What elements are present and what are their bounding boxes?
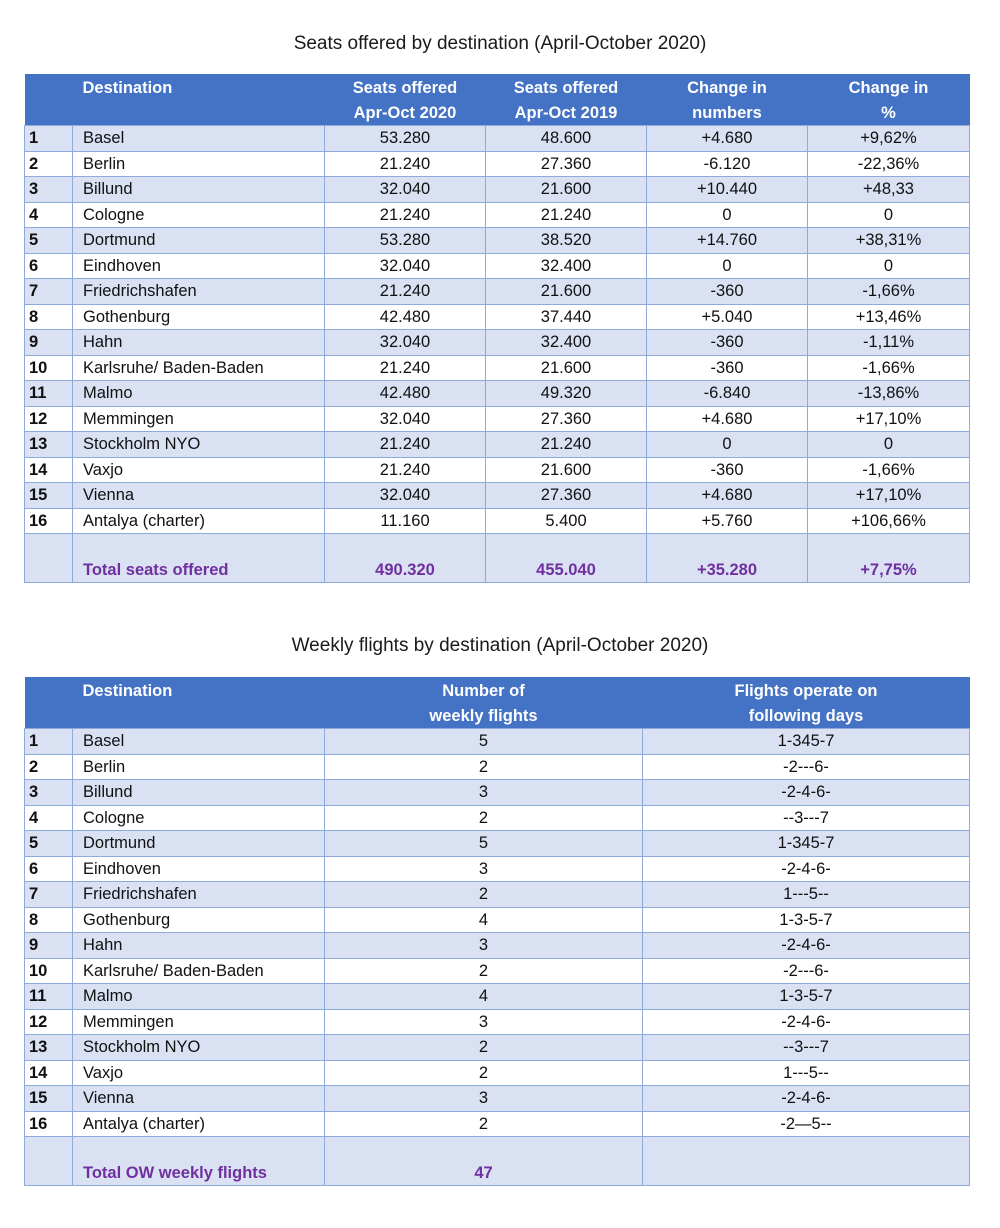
total-change-percent: +7,75% — [808, 534, 970, 583]
change-numbers-cell: +10.440 — [647, 177, 808, 203]
flights-table-body — [25, 729, 970, 1186]
row-index: 16 — [25, 508, 73, 534]
table-row — [25, 177, 970, 203]
row-index: 9 — [25, 933, 73, 959]
seats-2020-cell: 21.240 — [325, 202, 486, 228]
total-index-cell — [25, 1137, 73, 1186]
row-index: 6 — [25, 856, 73, 882]
seats-2019-cell: 37.440 — [486, 304, 647, 330]
operating-days-cell: --3---7 — [643, 1035, 970, 1061]
table-row — [25, 805, 970, 831]
total-seats-2020: 490.320 — [325, 534, 486, 583]
change-numbers-cell: +4.680 — [647, 483, 808, 509]
row-index: 3 — [25, 177, 73, 203]
table-row — [25, 831, 970, 857]
change-numbers-cell: -360 — [647, 457, 808, 483]
seats-2019-cell: 27.360 — [486, 151, 647, 177]
weekly-flights-cell: 2 — [325, 805, 643, 831]
change-percent-cell: +9,62% — [808, 126, 970, 152]
operating-days-cell: -2---6- — [643, 754, 970, 780]
destination-cell: Memmingen — [73, 406, 325, 432]
row-index: 6 — [25, 253, 73, 279]
row-index: 8 — [25, 907, 73, 933]
seats-header-2020: Seats offered Apr-Oct 2020 — [325, 74, 486, 126]
operating-days-cell: -2-4-6- — [643, 1009, 970, 1035]
table-row — [25, 1009, 970, 1035]
seats-2019-cell: 32.400 — [486, 253, 647, 279]
table-row — [25, 907, 970, 933]
row-index: 4 — [25, 805, 73, 831]
total-index-cell — [25, 534, 73, 583]
row-index: 10 — [25, 355, 73, 381]
table-row — [25, 882, 970, 908]
destination-cell: Billund — [73, 177, 325, 203]
weekly-flights-cell: 3 — [325, 1086, 643, 1112]
destination-cell: Gothenburg — [73, 304, 325, 330]
destination-cell: Antalya (charter) — [73, 508, 325, 534]
row-index: 4 — [25, 202, 73, 228]
change-percent-cell: -22,36% — [808, 151, 970, 177]
row-index: 11 — [25, 984, 73, 1010]
table-row — [25, 729, 970, 755]
table-row — [25, 330, 970, 356]
weekly-flights-cell: 3 — [325, 1009, 643, 1035]
operating-days-cell: 1---5-- — [643, 882, 970, 908]
seats-2020-cell: 32.040 — [325, 483, 486, 509]
change-percent-cell: +48,33 — [808, 177, 970, 203]
seats-2019-cell: 48.600 — [486, 126, 647, 152]
seats-2019-cell: 21.600 — [486, 279, 647, 305]
destination-cell: Memmingen — [73, 1009, 325, 1035]
weekly-flights-cell: 5 — [325, 831, 643, 857]
table-row — [25, 1060, 970, 1086]
destination-cell: Billund — [73, 780, 325, 806]
weekly-flights-cell: 2 — [325, 1111, 643, 1137]
destination-cell: Basel — [73, 729, 325, 755]
flights-total-row — [25, 1137, 970, 1186]
seats-2019-cell: 21.600 — [486, 355, 647, 381]
destination-cell: Basel — [73, 126, 325, 152]
change-percent-cell: -1,66% — [808, 355, 970, 381]
seats-2020-cell: 53.280 — [325, 126, 486, 152]
operating-days-cell: -2-4-6- — [643, 1086, 970, 1112]
row-index: 2 — [25, 151, 73, 177]
change-percent-cell: +17,10% — [808, 483, 970, 509]
table-row — [25, 933, 970, 959]
total-change-numbers: +35.280 — [647, 534, 808, 583]
seats-table — [24, 74, 970, 583]
weekly-flights-cell: 3 — [325, 780, 643, 806]
change-numbers-cell: 0 — [647, 253, 808, 279]
weekly-flights-cell: 5 — [325, 729, 643, 755]
seats-header-change-numbers: Change in numbers — [647, 74, 808, 126]
seats-2020-cell: 42.480 — [325, 381, 486, 407]
destination-cell: Eindhoven — [73, 856, 325, 882]
change-numbers-cell: +14.760 — [647, 228, 808, 254]
weekly-flights-cell: 4 — [325, 984, 643, 1010]
table-row — [25, 202, 970, 228]
flights-table-title: Weekly flights by destination (April-October 2020) — [291, 635, 709, 656]
table-row — [25, 126, 970, 152]
weekly-flights-cell: 3 — [325, 856, 643, 882]
destination-cell: Malmo — [73, 381, 325, 407]
seats-2019-cell: 32.400 — [486, 330, 647, 356]
row-index: 7 — [25, 279, 73, 305]
table-row — [25, 355, 970, 381]
table-row — [25, 228, 970, 254]
change-numbers-cell: +5.760 — [647, 508, 808, 534]
destination-cell: Malmo — [73, 984, 325, 1010]
change-numbers-cell: +5.040 — [647, 304, 808, 330]
destination-cell: Karlsruhe/ Baden-Baden — [73, 958, 325, 984]
row-index: 15 — [25, 483, 73, 509]
flights-header-row — [25, 677, 970, 729]
seats-2019-cell: 21.240 — [486, 432, 647, 458]
change-percent-cell: +38,31% — [808, 228, 970, 254]
seats-header-index — [25, 74, 73, 126]
row-index: 13 — [25, 1035, 73, 1061]
seats-2020-cell: 11.160 — [325, 508, 486, 534]
row-index: 10 — [25, 958, 73, 984]
weekly-flights-cell: 2 — [325, 882, 643, 908]
seats-total-row — [25, 534, 970, 583]
table-row — [25, 279, 970, 305]
change-percent-cell: +17,10% — [808, 406, 970, 432]
table-row — [25, 253, 970, 279]
seats-2020-cell: 32.040 — [325, 253, 486, 279]
row-index: 15 — [25, 1086, 73, 1112]
destination-cell: Dortmund — [73, 831, 325, 857]
total-weekly-flights: 47 — [325, 1137, 643, 1186]
change-numbers-cell: -360 — [647, 279, 808, 305]
change-percent-cell: -13,86% — [808, 381, 970, 407]
destination-cell: Eindhoven — [73, 253, 325, 279]
change-numbers-cell: 0 — [647, 432, 808, 458]
seats-header-2019: Seats offered Apr-Oct 2019 — [486, 74, 647, 126]
table-row — [25, 856, 970, 882]
seats-header-row — [25, 74, 970, 126]
row-index: 13 — [25, 432, 73, 458]
weekly-flights-cell: 3 — [325, 933, 643, 959]
row-index: 14 — [25, 1060, 73, 1086]
row-index: 3 — [25, 780, 73, 806]
destination-cell: Friedrichshafen — [73, 279, 325, 305]
seats-2019-cell: 49.320 — [486, 381, 647, 407]
destination-cell: Cologne — [73, 202, 325, 228]
total-seats-2019: 455.040 — [486, 534, 647, 583]
total-label: Total OW weekly flights — [73, 1137, 325, 1186]
total-label: Total seats offered — [73, 534, 325, 583]
destination-cell: Friedrichshafen — [73, 882, 325, 908]
destination-cell: Berlin — [73, 151, 325, 177]
operating-days-cell: --3---7 — [643, 805, 970, 831]
row-index: 9 — [25, 330, 73, 356]
seats-2020-cell: 21.240 — [325, 355, 486, 381]
seats-2020-cell: 42.480 — [325, 304, 486, 330]
destination-cell: Hahn — [73, 933, 325, 959]
operating-days-cell: 1-345-7 — [643, 729, 970, 755]
destination-cell: Hahn — [73, 330, 325, 356]
seats-table-title: Seats offered by destination (April-October 2020) — [293, 33, 707, 54]
seats-header-change-percent: Change in % — [808, 74, 970, 126]
row-index: 8 — [25, 304, 73, 330]
destination-cell: Antalya (charter) — [73, 1111, 325, 1137]
change-numbers-cell: -6.840 — [647, 381, 808, 407]
flights-header-weekly: Number of weekly flights — [325, 677, 643, 729]
operating-days-cell: 1-3-5-7 — [643, 984, 970, 1010]
destination-cell: Vienna — [73, 1086, 325, 1112]
seats-2020-cell: 32.040 — [325, 177, 486, 203]
change-percent-cell: -1,66% — [808, 279, 970, 305]
table-row — [25, 754, 970, 780]
change-percent-cell: 0 — [808, 202, 970, 228]
row-index: 11 — [25, 381, 73, 407]
operating-days-cell: -2-4-6- — [643, 856, 970, 882]
table-row — [25, 958, 970, 984]
flights-header-destination: Destination — [73, 677, 325, 729]
seats-2019-cell: 27.360 — [486, 406, 647, 432]
change-percent-cell: +106,66% — [808, 508, 970, 534]
seats-2019-cell: 38.520 — [486, 228, 647, 254]
seats-2019-cell: 27.360 — [486, 483, 647, 509]
destination-cell: Cologne — [73, 805, 325, 831]
change-percent-cell: -1,66% — [808, 457, 970, 483]
seats-2020-cell: 21.240 — [325, 432, 486, 458]
destination-cell: Dortmund — [73, 228, 325, 254]
destination-cell: Stockholm NYO — [73, 432, 325, 458]
table-row — [25, 432, 970, 458]
destination-cell: Gothenburg — [73, 907, 325, 933]
weekly-flights-cell: 2 — [325, 1035, 643, 1061]
total-days-cell — [643, 1137, 970, 1186]
row-index: 12 — [25, 1009, 73, 1035]
change-numbers-cell: -360 — [647, 330, 808, 356]
table-row — [25, 1111, 970, 1137]
row-index: 12 — [25, 406, 73, 432]
table-row — [25, 508, 970, 534]
row-index: 14 — [25, 457, 73, 483]
row-index: 2 — [25, 754, 73, 780]
weekly-flights-cell: 4 — [325, 907, 643, 933]
seats-2019-cell: 21.240 — [486, 202, 647, 228]
seats-2019-cell: 21.600 — [486, 177, 647, 203]
seats-2019-cell: 21.600 — [486, 457, 647, 483]
change-percent-cell: 0 — [808, 253, 970, 279]
table-row — [25, 406, 970, 432]
seats-2020-cell: 21.240 — [325, 151, 486, 177]
table-row — [25, 483, 970, 509]
destination-cell: Vaxjo — [73, 1060, 325, 1086]
seats-2020-cell: 32.040 — [325, 330, 486, 356]
seats-2020-cell: 21.240 — [325, 279, 486, 305]
row-index: 5 — [25, 831, 73, 857]
destination-cell: Stockholm NYO — [73, 1035, 325, 1061]
seats-table-body — [25, 126, 970, 583]
change-percent-cell: 0 — [808, 432, 970, 458]
row-index: 16 — [25, 1111, 73, 1137]
table-row — [25, 1086, 970, 1112]
weekly-flights-cell: 2 — [325, 958, 643, 984]
table-row — [25, 457, 970, 483]
weekly-flights-cell: 2 — [325, 1060, 643, 1086]
change-numbers-cell: 0 — [647, 202, 808, 228]
operating-days-cell: -2-4-6- — [643, 933, 970, 959]
destination-cell: Karlsruhe/ Baden-Baden — [73, 355, 325, 381]
seats-2020-cell: 21.240 — [325, 457, 486, 483]
change-percent-cell: -1,11% — [808, 330, 970, 356]
operating-days-cell: 1-345-7 — [643, 831, 970, 857]
row-index: 1 — [25, 126, 73, 152]
row-index: 5 — [25, 228, 73, 254]
destination-cell: Vaxjo — [73, 457, 325, 483]
table-row — [25, 1035, 970, 1061]
change-numbers-cell: +4.680 — [647, 126, 808, 152]
change-numbers-cell: -6.120 — [647, 151, 808, 177]
operating-days-cell: 1---5-- — [643, 1060, 970, 1086]
table-row — [25, 381, 970, 407]
seats-2019-cell: 5.400 — [486, 508, 647, 534]
operating-days-cell: -2—5-- — [643, 1111, 970, 1137]
change-numbers-cell: -360 — [647, 355, 808, 381]
seats-2020-cell: 32.040 — [325, 406, 486, 432]
operating-days-cell: -2---6- — [643, 958, 970, 984]
destination-cell: Berlin — [73, 754, 325, 780]
operating-days-cell: -2-4-6- — [643, 780, 970, 806]
change-numbers-cell: +4.680 — [647, 406, 808, 432]
table-row — [25, 780, 970, 806]
destination-cell: Vienna — [73, 483, 325, 509]
table-row — [25, 304, 970, 330]
operating-days-cell: 1-3-5-7 — [643, 907, 970, 933]
flights-header-days: Flights operate on following days — [643, 677, 970, 729]
row-index: 7 — [25, 882, 73, 908]
change-percent-cell: +13,46% — [808, 304, 970, 330]
table-row — [25, 151, 970, 177]
table-row — [25, 984, 970, 1010]
row-index: 1 — [25, 729, 73, 755]
flights-header-index — [25, 677, 73, 729]
weekly-flights-cell: 2 — [325, 754, 643, 780]
seats-header-destination: Destination — [73, 74, 325, 126]
flights-table — [24, 677, 970, 1186]
seats-2020-cell: 53.280 — [325, 228, 486, 254]
